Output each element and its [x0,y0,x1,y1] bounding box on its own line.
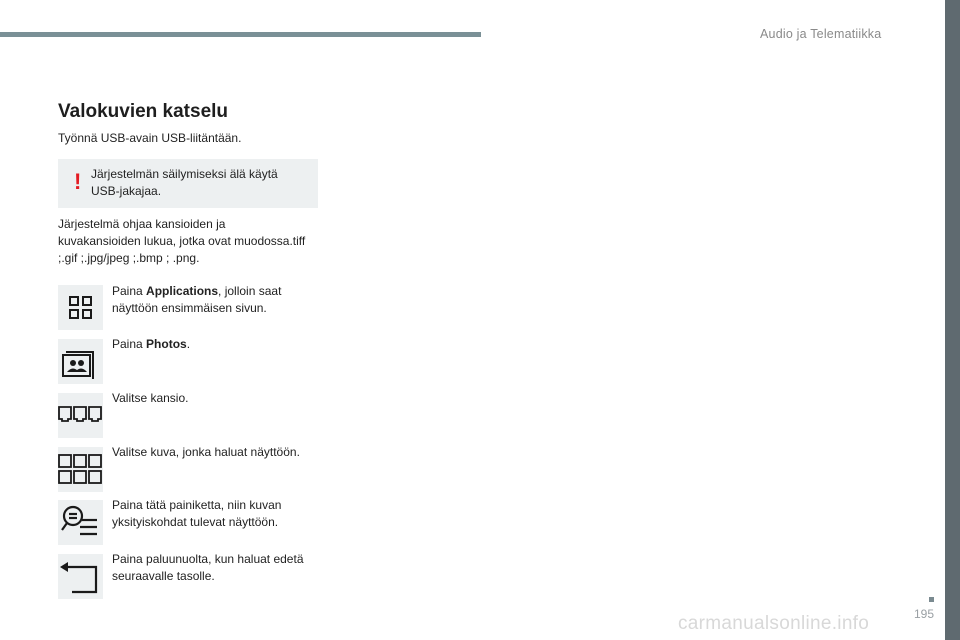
folders-icon [58,393,103,438]
page-number: 195 [914,607,935,621]
chapter-title: Audio ja Telematiikka [760,27,882,41]
step-text: Paina paluunuolta, kun haluat edetä seuraavalle tasolle. [112,552,304,583]
side-strip [945,0,960,640]
step-text: Paina Photos. [112,337,191,351]
page-marker [929,597,934,602]
details-icon [58,500,103,545]
section-title: Valokuvien katselu [58,101,229,122]
intro-text: Työnnä USB-avain USB-liitäntään. [58,131,242,145]
photos-icon [58,339,103,384]
warning-box [58,159,318,208]
image-grid-icon [58,447,103,492]
step-text: Valitse kansio. [112,391,189,405]
step-text: Paina tätä painiketta, niin kuvan yksityiskohdat tulevat näyttöön. [112,498,282,529]
warning-icon: ! [74,169,82,194]
description-text: Järjestelmä ohjaa kansioiden ja kuvakansioiden lukua, jotka ovat muodossa.tiff ;.gif ;.jpg/jpeg ;.bmp ; .png. [58,217,306,265]
step-text: Valitse kuva, jonka haluat näyttöön. [112,445,300,459]
back-arrow-icon [58,554,103,599]
step-text: Paina Applications, jolloin saat näyttöön ensimmäisen sivun. [112,284,282,315]
header-bar [0,32,481,37]
watermark: carmanualsonline.info [678,613,870,634]
applications-grid-icon [58,285,103,330]
warning-text: Järjestelmän säilymiseksi älä käytä USB-jakajaa. [91,167,278,198]
